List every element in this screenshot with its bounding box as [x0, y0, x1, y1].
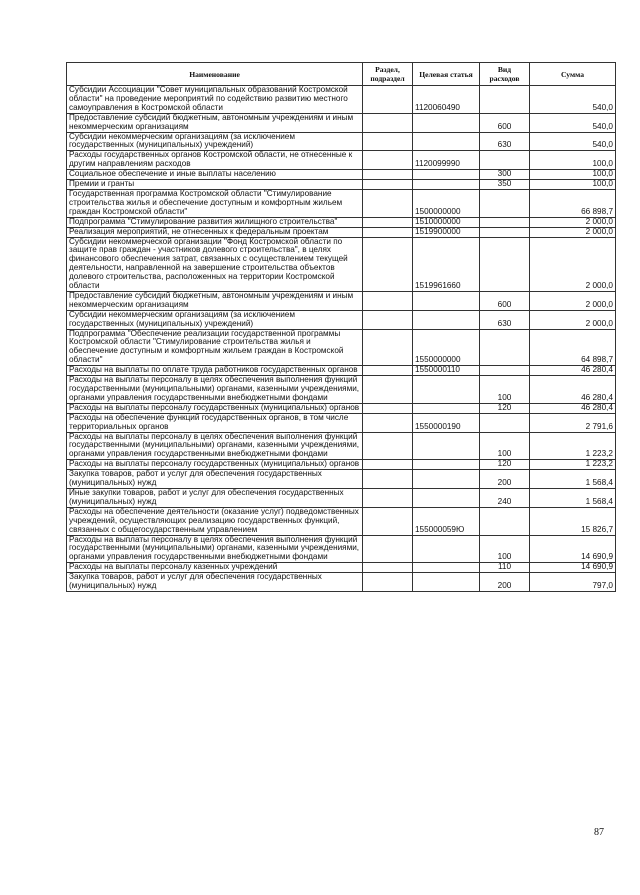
cell-target: [413, 470, 480, 489]
cell-section: [363, 573, 413, 592]
cell-sum: 1 568,4: [530, 470, 616, 489]
cell-exp-type: 120: [480, 460, 530, 470]
cell-name: Расходы на выплаты персоналу государственных (муниципальных) органов: [67, 460, 363, 470]
cell-target: 1519900000: [413, 227, 480, 237]
cell-name: Подпрограмма "Стимулирование развития жилищного строительства": [67, 217, 363, 227]
cell-sum: 46 280,4: [530, 366, 616, 376]
cell-section: [363, 237, 413, 291]
cell-sum: 46 280,4: [530, 376, 616, 404]
cell-name: Предоставление субсидий бюджетным, автономным учреждениям и иным некоммерческим организациям: [67, 291, 363, 310]
cell-exp-type: [480, 86, 530, 114]
cell-target: 1510000000: [413, 217, 480, 227]
cell-exp-type: 200: [480, 573, 530, 592]
cell-section: [363, 507, 413, 535]
cell-target: 1519961660: [413, 237, 480, 291]
cell-name: Социальное обеспечение и иные выплаты населению: [67, 170, 363, 180]
cell-section: [363, 563, 413, 573]
cell-sum: 1 223,2: [530, 460, 616, 470]
table-row: [67, 329, 616, 366]
cell-target: [413, 403, 480, 413]
cell-exp-type: 630: [480, 310, 530, 329]
cell-exp-type: [480, 237, 530, 291]
table-row: [67, 460, 616, 470]
cell-target: [413, 563, 480, 573]
table-row: [67, 180, 616, 190]
cell-target: 1500000000: [413, 189, 480, 217]
table-row: [67, 151, 616, 170]
cell-section: [363, 460, 413, 470]
cell-name: Закупка товаров, работ и услуг для обеспечения государственных (муниципальных) нужд: [67, 573, 363, 592]
table-row: [67, 507, 616, 535]
table-row: [67, 563, 616, 573]
cell-sum: 540,0: [530, 132, 616, 151]
cell-target: [413, 432, 480, 460]
cell-section: [363, 413, 413, 432]
cell-target: [413, 170, 480, 180]
cell-target: [413, 180, 480, 190]
cell-sum: 46 280,4: [530, 403, 616, 413]
table-row: [67, 535, 616, 563]
cell-sum: 2 000,0: [530, 227, 616, 237]
page-number: 87: [594, 827, 604, 838]
cell-exp-type: 100: [480, 376, 530, 404]
cell-section: [363, 403, 413, 413]
cell-sum: 2 791,6: [530, 413, 616, 432]
cell-target: 1120099990: [413, 151, 480, 170]
cell-target: 155000059Ю: [413, 507, 480, 535]
cell-section: [363, 227, 413, 237]
header-name: Наименование: [67, 63, 363, 86]
header-target: Целевая статья: [413, 63, 480, 86]
cell-section: [363, 180, 413, 190]
table-header-row: [67, 63, 616, 86]
cell-section: [363, 86, 413, 114]
cell-target: 1550000190: [413, 413, 480, 432]
table-row: [67, 189, 616, 217]
cell-section: [363, 366, 413, 376]
cell-target: 1120060490: [413, 86, 480, 114]
cell-sum: 15 826,7: [530, 507, 616, 535]
cell-name: Расходы на выплаты персоналу казенных учреждений: [67, 563, 363, 573]
cell-exp-type: 110: [480, 563, 530, 573]
cell-name: Иные закупки товаров, работ и услуг для обеспечения государственных (муниципальных) нужд: [67, 488, 363, 507]
table-row: [67, 573, 616, 592]
budget-table: [66, 62, 616, 592]
cell-exp-type: [480, 189, 530, 217]
cell-target: 1550000110: [413, 366, 480, 376]
cell-target: [413, 376, 480, 404]
cell-target: [413, 573, 480, 592]
cell-sum: 1 568,4: [530, 488, 616, 507]
cell-section: [363, 132, 413, 151]
cell-section: [363, 310, 413, 329]
cell-name: Расходы государственных органов Костромской области, не отнесенные к другим направлениям расходов: [67, 151, 363, 170]
cell-exp-type: 100: [480, 432, 530, 460]
cell-sum: 2 000,0: [530, 237, 616, 291]
header-section: Раздел, подраздел: [363, 63, 413, 86]
table-row: [67, 227, 616, 237]
cell-section: [363, 470, 413, 489]
cell-target: [413, 310, 480, 329]
cell-name: Субсидии некоммерческим организациям (за исключением государственных (муниципальных) учреждений): [67, 132, 363, 151]
cell-exp-type: 630: [480, 132, 530, 151]
table-row: [67, 291, 616, 310]
cell-exp-type: 240: [480, 488, 530, 507]
cell-section: [363, 113, 413, 132]
table-row: [67, 237, 616, 291]
cell-target: [413, 460, 480, 470]
cell-sum: 2 000,0: [530, 310, 616, 329]
cell-sum: 2 000,0: [530, 217, 616, 227]
cell-sum: 100,0: [530, 151, 616, 170]
table-row: [67, 432, 616, 460]
cell-target: 1550000000: [413, 329, 480, 366]
cell-name: Расходы на выплаты персоналу в целях обеспечения выполнения функций государственными (муниципальными) органами, казенными учреждениями, органами управления государственными внебюджетными фондами: [67, 376, 363, 404]
cell-section: [363, 189, 413, 217]
cell-sum: 64 898,7: [530, 329, 616, 366]
cell-exp-type: 300: [480, 170, 530, 180]
cell-name: Предоставление субсидий бюджетным, автономным учреждениям и иным некоммерческим организациям: [67, 113, 363, 132]
table-row: [67, 217, 616, 227]
cell-exp-type: [480, 227, 530, 237]
cell-sum: 100,0: [530, 170, 616, 180]
cell-sum: 14 690,9: [530, 563, 616, 573]
cell-exp-type: 200: [480, 470, 530, 489]
table-row: [67, 413, 616, 432]
header-exp-type: Вид расходов: [480, 63, 530, 86]
cell-section: [363, 432, 413, 460]
cell-name: Расходы на выплаты персоналу в целях обеспечения выполнения функций государственными (муниципальными) органами, казенными учреждениями, органами управления государственными внебюджетными фондами: [67, 432, 363, 460]
cell-name: Субсидии некоммерческим организациям (за исключением государственных (муниципальных) учреждений): [67, 310, 363, 329]
table-row: [67, 488, 616, 507]
cell-sum: 1 223,2: [530, 432, 616, 460]
table-body: [67, 86, 616, 592]
cell-section: [363, 170, 413, 180]
cell-exp-type: 600: [480, 113, 530, 132]
cell-name: Расходы на выплаты персоналу в целях обеспечения выполнения функций государственными (муниципальными) органами, казенными учреждениями, органами управления государственными внебюджетными фондами: [67, 535, 363, 563]
cell-sum: 540,0: [530, 86, 616, 114]
cell-name: Реализация мероприятий, не отнесенных к федеральным проектам: [67, 227, 363, 237]
table-row: [67, 376, 616, 404]
table-row: [67, 403, 616, 413]
cell-exp-type: [480, 366, 530, 376]
cell-name: Подпрограмма "Обеспечение реализации государственной программы Костромской области "Стимулирование строительства жилья и обеспечение доступным и комфортным жильем граждан в Костромской области": [67, 329, 363, 366]
cell-section: [363, 151, 413, 170]
cell-exp-type: [480, 413, 530, 432]
cell-section: [363, 535, 413, 563]
table-row: [67, 366, 616, 376]
cell-exp-type: [480, 217, 530, 227]
table-row: [67, 113, 616, 132]
cell-name: Расходы на выплаты персоналу государственных (муниципальных) органов: [67, 403, 363, 413]
cell-target: [413, 291, 480, 310]
cell-exp-type: [480, 151, 530, 170]
cell-name: Расходы на обеспечение деятельности (оказание услуг) подведомственных учреждений, осуществляющих реализацию государственных функций, связанных с общегосударственным управлением: [67, 507, 363, 535]
cell-section: [363, 291, 413, 310]
cell-sum: 66 898,7: [530, 189, 616, 217]
cell-section: [363, 217, 413, 227]
table-row: [67, 170, 616, 180]
table-row: [67, 470, 616, 489]
cell-name: Премии и гранты: [67, 180, 363, 190]
cell-target: [413, 535, 480, 563]
cell-name: Субсидии Ассоциации "Совет муниципальных образований Костромской области" на проведение мероприятий по содействию развитию местного самоуправления в Костромской области: [67, 86, 363, 114]
cell-name: Расходы на выплаты по оплате труда работников государственных органов: [67, 366, 363, 376]
table-row: [67, 310, 616, 329]
cell-exp-type: 100: [480, 535, 530, 563]
cell-target: [413, 132, 480, 151]
cell-sum: 797,0: [530, 573, 616, 592]
cell-sum: 100,0: [530, 180, 616, 190]
cell-exp-type: 600: [480, 291, 530, 310]
cell-exp-type: [480, 507, 530, 535]
cell-sum: 540,0: [530, 113, 616, 132]
cell-exp-type: 120: [480, 403, 530, 413]
cell-section: [363, 488, 413, 507]
cell-section: [363, 376, 413, 404]
cell-exp-type: 350: [480, 180, 530, 190]
header-sum: Сумма: [530, 63, 616, 86]
table-row: [67, 86, 616, 114]
cell-sum: 14 690,9: [530, 535, 616, 563]
cell-name: Субсидии некоммерческой организации "Фонд Костромской области по защите прав граждан - участников долевого строительства", в целях финансового обеспечения затрат, связанных с осуществлением текущей деятельности, направленной на завершение строительства объектов долевого строительства, расположенных на территории Костромской области: [67, 237, 363, 291]
table-row: [67, 132, 616, 151]
cell-name: Закупка товаров, работ и услуг для обеспечения государственных (муниципальных) нужд: [67, 470, 363, 489]
cell-section: [363, 329, 413, 366]
cell-exp-type: [480, 329, 530, 366]
cell-name: Расходы на обеспечение функций государственных органов, в том числе территориальных органов: [67, 413, 363, 432]
cell-target: [413, 488, 480, 507]
cell-target: [413, 113, 480, 132]
cell-sum: 2 000,0: [530, 291, 616, 310]
cell-name: Государственная программа Костромской области "Стимулирование строительства жилья и обеспечение доступным и комфортным жильем граждан Костромской области": [67, 189, 363, 217]
